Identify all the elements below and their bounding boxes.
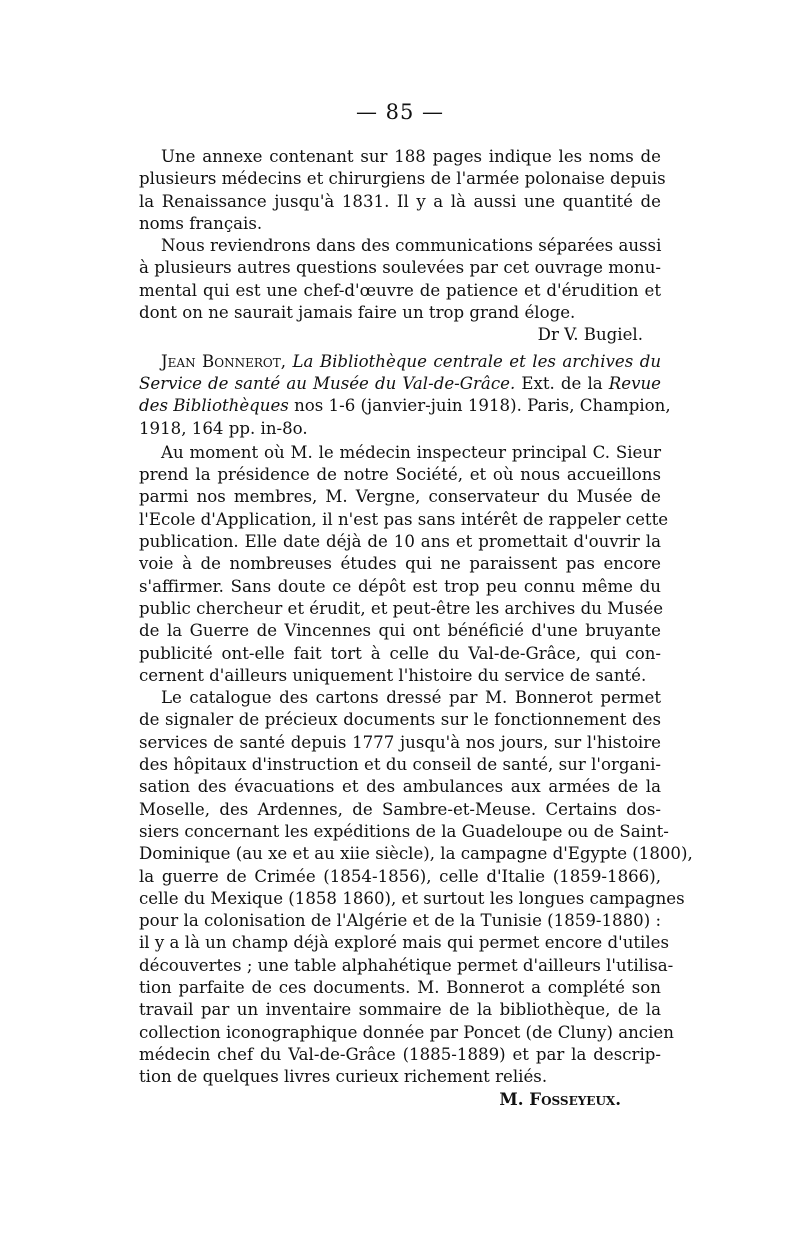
text-line: celle du Mexique (1858 1860), et surtout les longues campagnes: [139, 888, 685, 908]
text-line: noms français.: [139, 213, 263, 233]
text-line: Au moment où M. le médecin inspecteur principal C. Sieur: [161, 442, 661, 462]
text-line: Une annexe contenant sur 188 pages indique les noms de: [161, 147, 661, 166]
reference-title: La Bibliothèque centrale et les archives du: [292, 351, 662, 371]
text-line: parmi nos membres, M. Vergne, conservateur du Musée de: [139, 487, 661, 507]
reference-revue-cont: des Bibliothèques: [139, 396, 289, 416]
signature-bugiel: Dr V. Bugiel.: [537, 325, 643, 345]
text-line: Nous reviendrons dans des communications séparées aussi: [161, 236, 662, 256]
text-line: services de santé depuis 1777 jusqu'à nos jours, sur l'histoire: [139, 732, 661, 752]
reference-title-cont: Service de santé au Musée du Val-de-Grâce.: [139, 373, 516, 393]
bibliographic-reference: [139, 351, 671, 440]
text-line: tion parfaite de ces documents. M. Bonnerot a complété son: [139, 977, 661, 997]
text-line: à plusieurs autres questions soulevées par cet ouvrage monu-: [139, 258, 661, 278]
paragraph: [139, 235, 661, 324]
reference-issue: nos 1-6 (janvier-juin 1918). Paris, Champion,: [288, 396, 671, 416]
text-line: prend la présidence de notre Société, et où nous accueillons: [139, 465, 661, 485]
text-line: publicité ont-elle fait tort à celle du Val-de-Grâce, qui con-: [139, 643, 661, 663]
text-line: des hôpitaux d'instruction et du conseil de santé, sur l'organi-: [139, 755, 661, 775]
text-line: médecin chef du Val-de-Grâce (1885-1889) et par la descrip-: [139, 1044, 661, 1064]
text-line: collection iconographique donnée par Poncet (de Cluny) ancien: [139, 1022, 674, 1042]
reference-revue: Revue: [608, 373, 661, 393]
text-line: siers concernant les expéditions de la Guadeloupe ou de Saint-: [139, 821, 669, 841]
reference-line: [139, 351, 661, 373]
text-line: pour la colonisation de l'Algérie et de la Tunisie (1859-1880) :: [139, 911, 662, 931]
text-line: voie à de nombreuses études qui ne paraissent pas encore: [139, 554, 661, 574]
text-line: dont on ne saurait jamais faire un trop grand éloge.: [139, 303, 576, 323]
text-line: travail par un inventaire sommaire de la bibliothèque, de la: [139, 1000, 661, 1020]
text-line: la Renaissance jusqu'à 1831. Il y a là aussi une quantité de: [139, 191, 661, 211]
text-line: de la Guerre de Vincennes qui ont bénéficié d'une bruyante: [139, 621, 661, 641]
paragraph: [139, 442, 669, 687]
reference-author: Jean Bonnerot,: [161, 351, 287, 371]
text-line: cernent d'ailleurs uniquement l'histoire du service de santé.: [139, 665, 647, 685]
text-line: public chercheur et érudit, et peut-être les archives du Musée: [139, 598, 664, 618]
text-line: sation des évacuations et des ambulances aux armées de la: [139, 777, 661, 797]
paragraph: [139, 687, 693, 1088]
body-text: [139, 146, 693, 1111]
reference-ext: Ext. de la: [515, 373, 609, 393]
reference-line: 1918, 164 pp. in-8o.: [139, 418, 308, 438]
text-line: mental qui est une chef-d'œuvre de patience et d'érudition et: [139, 280, 661, 300]
text-line: plusieurs médecins et chirurgiens de l'armée polonaise depuis: [139, 169, 666, 189]
text-line: il y a là un champ déjà exploré mais qui permet encore d'utiles: [139, 933, 670, 953]
text-line: s'affirmer. Sans doute ce dépôt est trop peu connu même du: [139, 576, 661, 596]
text-line: Dominique (au xe et au xiie siècle), la campagne d'Egypte (1800),: [139, 844, 693, 864]
text-line: tion de quelques livres curieux richement reliés.: [139, 1067, 548, 1087]
reference-line: [139, 395, 671, 417]
text-line: publication. Elle date déjà de 10 ans et promettait d'ouvrir la: [139, 532, 661, 552]
page-number: — 85 —: [355, 100, 445, 124]
text-line: Moselle, des Ardennes, de Sambre-et-Meuse. Certains dos-: [139, 799, 661, 819]
text-line: l'Ecole d'Application, il n'est pas sans intérêt de rappeler cette: [139, 509, 669, 529]
text-line: de signaler de précieux documents sur le fonctionnement des: [139, 710, 661, 730]
text-line: découvertes ; une table alphahétique permet d'ailleurs l'utilisa-: [139, 955, 674, 975]
text-line: la guerre de Crimée (1854-1856), celle d'Italie (1859-1866),: [139, 866, 661, 886]
text-line: Le catalogue des cartons dressé par M. Bonnerot permet: [161, 688, 661, 708]
paragraph: [139, 146, 666, 235]
signature-fosseyeux: M. Fosseyeux.: [499, 1089, 621, 1110]
reference-line: [139, 373, 661, 395]
